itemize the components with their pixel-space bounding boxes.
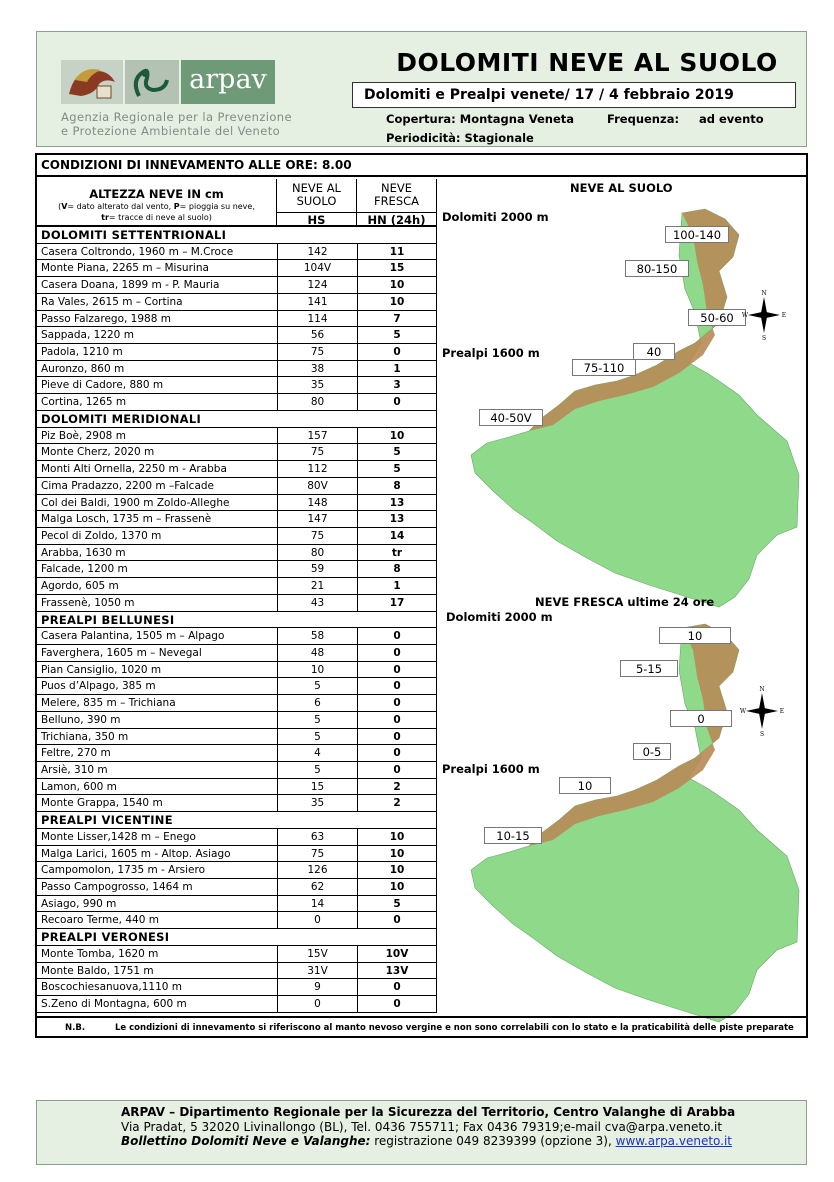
snow-depth-cell: 147 [277,511,357,527]
fresh-snow-cell: 1 [357,361,437,377]
table-row [37,294,437,311]
map2-dolomiti-label: Dolomiti 2000 m [446,610,553,624]
table-row [37,712,437,729]
snow-depth-cell: 148 [277,495,357,511]
station-name: Monte Baldo, 1751 m [41,964,154,977]
map1-value-box: 50-60 [688,309,746,326]
station-name: Padola, 1210 m [41,346,123,359]
table-row [37,244,437,261]
header-panel [36,31,807,147]
snow-depth-cell: 124 [277,277,357,293]
table-row [37,327,437,344]
station-name: Passo Campogrosso, 1464 m [41,881,193,894]
table-row [37,578,437,595]
table-row [37,511,437,528]
table-row [37,361,437,378]
snow-depth-cell: 104V [277,260,357,276]
map2-title: NEVE FRESCA ultime 24 ore [535,595,715,609]
section-divider [436,411,437,427]
svg-text:S: S [761,335,767,341]
snow-depth-cell: 75 [277,444,357,460]
snow-depth-cell: 35 [277,377,357,393]
station-name: Piz Boè, 2908 m [41,429,126,442]
map1-value-box: 40-50V [479,409,543,426]
station-name: Boscochiesanuova,1110 m [41,981,183,994]
fresh-snow-cell: 3 [357,377,437,393]
table-row [37,912,437,929]
fresh-snow-cell: 1 [357,578,437,594]
snow-depth-cell: 112 [277,461,357,477]
fresh-snow-cell: 0 [357,678,437,694]
map2-value-box: 10-15 [484,827,542,844]
map2-value-box: 5-15 [620,660,678,677]
snow-depth-cell: 59 [277,561,357,577]
svg-text:N: N [761,290,767,297]
station-name: Sappada, 1220 m [41,329,134,342]
legend-note: (V= dato alterato dal vento, P= pioggia su neve, [58,202,255,211]
table-row [37,946,437,963]
copertura-label: Copertura: Montagna Veneta [386,112,575,126]
snow-depth-cell: 15 [277,779,357,795]
fresh-snow-cell: tr [357,545,437,561]
table-row [37,528,437,545]
table-body [37,227,437,1013]
table-row [37,745,437,762]
map1-value-box: 75-110 [572,359,636,376]
table-row [37,795,437,812]
map2-value-box: 0 [670,710,732,727]
map1-value-box: 100-140 [665,226,729,243]
snow-depth-cell: 21 [277,578,357,594]
arpav-wordmark: arpav [181,60,275,104]
section-divider [436,227,437,243]
table-row [37,896,437,913]
section-name: PREALPI VICENTINE [41,813,173,828]
snow-depth-cell: 4 [277,745,357,761]
map2-prealpi-label: Prealpi 1600 m [442,762,540,776]
table-row [37,628,437,645]
station-name: Asiago, 990 m [41,897,117,910]
section-header-row [37,411,437,428]
fresh-snow-cell: 10 [357,879,437,895]
station-name: Belluno, 390 m [41,713,121,726]
map1-title: NEVE AL SUOLO [570,181,673,195]
station-name: Casera Palantina, 1505 m – Alpago [41,630,225,643]
svg-text:E: E [779,708,784,715]
station-name: Cortina, 1265 m [41,396,127,409]
conditions-header: CONDIZIONI DI INNEVAMENTO ALLE ORE: 8.00 [37,155,806,177]
station-name: Melere, 835 m – Trichiana [41,697,176,710]
snow-depth-cell: 48 [277,645,357,661]
bulletin-subtitle: Dolomiti e Prealpi venete/ 17 / 4 febbraio 2019 [352,82,796,108]
section-header-row [37,812,437,829]
snow-depth-cell: 80 [277,545,357,561]
station-name: Frassenè, 1050 m [41,596,135,609]
map2-value-box: 10 [559,777,611,794]
svg-text:W: W [742,312,749,319]
station-name: Pecol di Zoldo, 1370 m [41,529,162,542]
table-row [37,996,437,1013]
fresh-snow-cell: 13 [357,495,437,511]
station-name: Monti Alti Ornella, 2250 m - Arabba [41,463,227,476]
station-name: Faverghera, 1605 m – Nevegal [41,646,202,659]
snow-depth-cell: 5 [277,712,357,728]
section-divider [436,929,437,945]
fresh-snow-cell: 17 [357,595,437,611]
fresh-snow-cell: 10 [357,846,437,862]
table-row [37,260,437,277]
section-name: PREALPI VERONESI [41,930,170,945]
snow-depth-cell: 75 [277,846,357,862]
periodicita-label: Periodicità: Stagionale [386,131,534,145]
fresh-snow-cell: 8 [357,478,437,494]
section-name: DOLOMITI MERIDIONALI [41,411,202,426]
station-name: Arsiè, 310 m [41,764,108,776]
snow-depth-cell: 142 [277,244,357,260]
station-name: Ra Vales, 2615 m – Cortina [41,295,183,308]
snow-depth-cell: 38 [277,361,357,377]
fresh-snow-cell: 0 [357,695,437,711]
station-name: Agordo, 605 m [41,580,119,593]
station-name: Auronzo, 860 m [41,362,125,375]
station-name: Recoaro Terme, 440 m [41,914,159,927]
fresh-snow-cell: 0 [357,996,437,1012]
snow-depth-cell: 31V [277,963,357,979]
section-divider [436,812,437,828]
station-name: Passo Falzarego, 1988 m [41,312,171,325]
map1-prealpi-label: Prealpi 1600 m [442,346,540,360]
fresh-snow-cell: 0 [357,729,437,745]
station-name: Arabba, 1630 m [41,546,126,559]
page-title: DOLOMITI NEVE AL SUOLO [396,48,778,77]
station-name: Lamon, 600 m [41,780,117,793]
svg-text:N: N [759,686,765,693]
table-row [37,561,437,578]
table-row [37,879,437,896]
station-name: Casera Doana, 1899 m - P. Mauria [41,279,220,292]
arpav-logo [61,60,275,104]
table-row [37,695,437,712]
fresh-snow-cell: 10V [357,946,437,962]
fresh-snow-cell: 2 [357,795,437,811]
snow-depth-cell: 5 [277,762,357,778]
snow-depth-cell: 75 [277,344,357,360]
veneto-map-fresh-snow [457,620,802,1030]
section-header-row [37,929,437,946]
compass-rose-icon [740,685,784,737]
snow-table [37,179,437,1013]
station-name: Cima Pradazzo, 2200 m –Falcade [41,479,215,492]
frequenza-label: Frequenza: [607,112,680,126]
snow-depth-cell: 80V [277,478,357,494]
fresh-snow-cell: 5 [357,896,437,912]
snow-depth-cell: 157 [277,428,357,444]
header-altezza-neve: ALTEZZA NEVE IN cm (V= dato alterato dal vento, P= pioggia su neve, tr= tracce di neve al suolo) [37,179,277,227]
station-name: Puos d’Alpago, 385 m [41,680,156,693]
map2-value-box: 0-5 [633,743,671,760]
fresh-snow-cell: 0 [357,344,437,360]
fresh-snow-cell: 10 [357,829,437,845]
fresh-snow-cell: 7 [357,311,437,327]
fresh-snow-cell: 0 [357,645,437,661]
fresh-snow-cell: 11 [357,244,437,260]
table-row [37,495,437,512]
station-name: Monte Grappa, 1540 m [41,797,163,810]
station-name: Monte Lisser,1428 m – Enego [41,830,196,843]
station-name: Feltre, 270 m [41,747,111,760]
station-name: Campomolon, 1735 m - Arsiero [41,864,206,877]
snow-depth-cell: 43 [277,595,357,611]
snow-depth-cell: 0 [277,996,357,1012]
footer-bulletin: Bollettino Dolomiti Neve e Valanghe: registrazione 049 8239399 (opzione 3), www.arpa.veneto.it [121,1134,733,1148]
footer-department: ARPAV – Dipartimento Regionale per la Sicurezza del Territorio, Centro Valanghe di Arabba [121,1105,736,1119]
station-name: Monte Piana, 2265 m – Misurina [41,262,209,275]
fresh-snow-cell: 10 [357,862,437,878]
table-row [37,846,437,863]
table-row [37,545,437,562]
station-name: S.Zeno di Montagna, 600 m [41,998,187,1011]
table-row [37,444,437,461]
table-row [37,678,437,695]
svg-text:S: S [759,731,765,737]
snow-depth-cell: 9 [277,979,357,995]
snow-depth-cell: 6 [277,695,357,711]
snow-depth-cell: 5 [277,729,357,745]
table-row [37,645,437,662]
map1-dolomiti-label: Dolomiti 2000 m [442,210,549,224]
station-name: Col dei Baldi, 1900 m Zoldo-Alleghe [41,496,230,509]
station-name: Trichiana, 350 m [41,730,129,743]
footer-panel [36,1100,807,1165]
table-row [37,729,437,746]
table-row [37,595,437,612]
station-name: Falcade, 1200 m [41,563,128,576]
station-name: Malga Larici, 1605 m - Altop. Asiago [41,847,231,860]
fresh-snow-cell: 0 [357,912,437,928]
station-name: Casera Coltrondo, 1960 m – M.Croce [41,245,234,258]
table-row [37,461,437,478]
snow-depth-cell: 56 [277,327,357,343]
station-name: Monte Tomba, 1620 m [41,947,159,960]
snow-depth-cell: 63 [277,829,357,845]
table-row [37,979,437,996]
snow-depth-cell: 58 [277,628,357,644]
fresh-snow-cell: 5 [357,461,437,477]
station-name: Malga Losch, 1735 m – Frassenè [41,513,212,526]
svg-text:W: W [740,708,747,715]
snow-depth-cell: 62 [277,879,357,895]
compass-rose-icon [742,289,786,341]
snow-depth-cell: 80 [277,394,357,410]
fresh-snow-cell: 8 [357,561,437,577]
table-row [37,428,437,445]
table-row [37,829,437,846]
map1-value-box: 40 [633,343,675,360]
wave-emblem-icon [125,60,179,104]
fresh-snow-cell: 13V [357,963,437,979]
snow-depth-cell: 35 [277,795,357,811]
fresh-snow-cell: 2 [357,779,437,795]
fresh-snow-cell: 0 [357,662,437,678]
lion-emblem-icon [61,60,123,104]
fresh-snow-cell: 13 [357,511,437,527]
snow-depth-cell: 126 [277,862,357,878]
snow-depth-cell: 10 [277,662,357,678]
snow-depth-cell: 14 [277,896,357,912]
header-neve-fresca: NEVE FRESCA HN (24h) [357,179,437,227]
svg-text:E: E [781,312,786,319]
table-row [37,311,437,328]
table-row [37,478,437,495]
fresh-snow-cell: 0 [357,628,437,644]
agency-name: Agenzia Regionale per la Prevenzione e Protezione Ambientale del Veneto [61,110,292,138]
fresh-snow-cell: 0 [357,762,437,778]
fresh-snow-cell: 10 [357,277,437,293]
table-row [37,344,437,361]
fresh-snow-cell: 10 [357,428,437,444]
table-row [37,779,437,796]
section-name: PREALPI BELLUNESI [41,612,175,627]
station-name: Pieve di Cadore, 880 m [41,379,164,392]
section-header-row [37,227,437,244]
nota-bene: N.B. Le condizioni di innevamento si riferiscono al manto nevoso vergine e non sono correlabili con lo stato e la praticabilità delle piste preparate [37,1016,806,1038]
fresh-snow-cell: 0 [357,745,437,761]
fresh-snow-cell: 5 [357,444,437,460]
table-row [37,862,437,879]
snow-depth-cell: 75 [277,528,357,544]
table-row [37,662,437,679]
header-neve-suolo: NEVE AL SUOLO HS [277,179,357,227]
fresh-snow-cell: 15 [357,260,437,276]
footer-address: Via Pradat, 5 32020 Livinallongo (BL), Tel. 0436 755711; Fax 0436 79319;e-mail cva@arpa.veneto.it [121,1119,723,1134]
station-name: Pian Cansiglio, 1020 m [41,663,162,676]
section-name: DOLOMITI SETTENTRIONALI [41,228,227,242]
fresh-snow-cell: 5 [357,327,437,343]
fresh-snow-cell: 0 [357,712,437,728]
map1-value-box: 80-150 [625,260,689,277]
table-row [37,277,437,294]
fresh-snow-cell: 0 [357,394,437,410]
snow-depth-cell: 114 [277,311,357,327]
fresh-snow-cell: 14 [357,528,437,544]
arpa-website-link[interactable]: www.arpa.veneto.it [615,1134,733,1148]
table-row [37,394,437,411]
table-header [37,179,437,227]
frequenza-value: ad evento [699,112,764,126]
snow-depth-cell: 141 [277,294,357,310]
table-row [37,377,437,394]
table-row [37,963,437,980]
fresh-snow-cell: 10 [357,294,437,310]
fresh-snow-cell: 0 [357,979,437,995]
snow-depth-cell: 0 [277,912,357,928]
station-name: Monte Cherz, 2020 m [41,446,155,459]
snow-report-frame [35,153,808,1038]
snow-depth-cell: 15V [277,946,357,962]
map2-value-box: 10 [659,627,731,644]
section-header-row [37,612,437,629]
table-row [37,762,437,779]
snow-depth-cell: 5 [277,678,357,694]
section-divider [436,612,437,628]
